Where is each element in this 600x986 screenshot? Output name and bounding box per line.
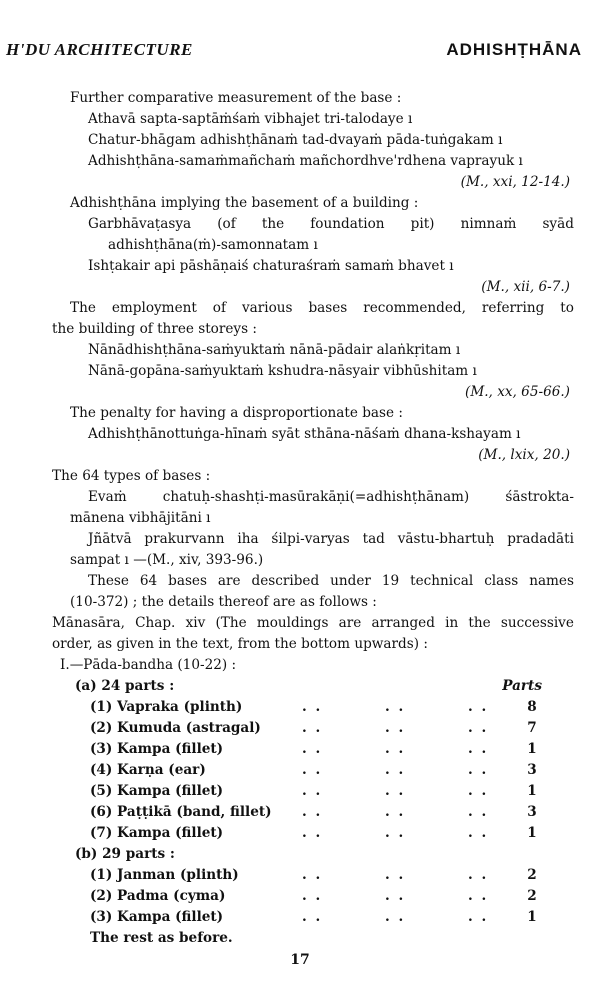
running-header-right: ADHISHṬHĀNA [446, 40, 582, 59]
text-line: Adhishṭhānottuṅga-hīnaṁ syāt sthāna-nāśaṁ dhana-kshayam ı [88, 426, 521, 442]
text-line: the building of three storeys : [52, 321, 257, 337]
word: nimnaṁ [460, 216, 517, 232]
word: bases [308, 300, 348, 316]
list-item [0, 781, 600, 802]
text-line: mānena vibhājitāni ı [70, 510, 211, 526]
text-line: The 64 types of bases : [52, 468, 211, 484]
leader-dots: . . [468, 699, 489, 715]
word: pit) [410, 216, 435, 232]
parts-value: 7 [527, 720, 537, 736]
parts-value: 1 [527, 783, 537, 799]
text-line: adhishṭhāna(ṁ)-samonnatam ı [108, 237, 318, 253]
text-line: sampat ı —(M., xiv, 393-96.) [70, 552, 264, 568]
parts-value: 2 [527, 867, 537, 883]
leader-dots: . . [385, 867, 406, 883]
class-label: I.—Pāda-bandha (10-22) : [60, 657, 237, 673]
word: Chap. [135, 615, 176, 631]
word: (of [217, 216, 236, 232]
word: (The [215, 615, 247, 631]
leader-dots: . . [385, 825, 406, 841]
list-item [0, 886, 600, 907]
group-heading [0, 844, 600, 865]
text-line: Chatur-bhāgam adhishṭhānaṁ tad-dvayaṁ pāda-tuṅgakam ı [88, 132, 503, 148]
group-label: (b) 29 parts : [75, 846, 175, 862]
leader-dots: . . [302, 699, 323, 715]
leader-dots: . . [385, 762, 406, 778]
word: various [241, 300, 293, 316]
text-line: Nānādhishṭhāna-saṁyuktaṁ nānā-pādair alaṅkṛitam ı [88, 342, 461, 358]
text-line: Nānā-gopāna-saṁyuktaṁ kshudra-nāsyair vibhūshitam ı [88, 363, 477, 379]
word: prakurvann [144, 531, 225, 547]
citation-reference: (M., xxi, 12-14.) [460, 174, 570, 190]
leader-dots: . . [468, 888, 489, 904]
text-line: (10-372) ; the details thereof are as follows : [70, 594, 377, 610]
word: 64 [139, 573, 158, 589]
page-number: 17 [290, 952, 310, 968]
leader-dots: . . [302, 888, 323, 904]
moulding-name: (2) Padma (cyma) [90, 888, 226, 904]
text-line: Adhishṭhāna-samaṁmañchaṁ mañchordhve'rdhena vaprayuk ı [88, 153, 523, 169]
parts-value: 3 [527, 762, 537, 778]
word: class [484, 573, 519, 589]
parts-value: 1 [527, 741, 537, 757]
leader-dots: . . [302, 909, 323, 925]
word: Evaṁ [88, 489, 127, 505]
leader-dots: . . [302, 804, 323, 820]
list-item [0, 907, 600, 928]
word: syād [542, 216, 574, 232]
word: technical [410, 573, 474, 589]
list-item [0, 718, 600, 739]
word: pradadāti [507, 531, 574, 547]
word: employment [111, 300, 197, 316]
word: iha [237, 531, 259, 547]
parts-value: 1 [527, 909, 537, 925]
word: śilpi-varyas [271, 531, 350, 547]
word: The [70, 300, 96, 316]
list-item [0, 697, 600, 718]
leader-dots: . . [385, 888, 406, 904]
leader-dots: . . [468, 762, 489, 778]
moulding-name: (7) Kampa (fillet) [90, 825, 224, 841]
list-item [0, 760, 600, 781]
moulding-name: (3) Kampa (fillet) [90, 741, 224, 757]
list-item [0, 823, 600, 844]
moulding-name: (2) Kumuda (astragal) [90, 720, 261, 736]
leader-dots: . . [385, 741, 406, 757]
citation-reference: (M., xii, 6-7.) [481, 279, 570, 295]
word: of [212, 300, 227, 316]
parts-value: 8 [527, 699, 537, 715]
text-line [0, 571, 600, 592]
moulding-name: (6) Paṭṭikā (band, fillet) [90, 804, 272, 820]
leader-dots: . . [385, 699, 406, 715]
moulding-name: (5) Kampa (fillet) [90, 783, 224, 799]
word: referring [481, 300, 545, 316]
word: Jñātvā [88, 531, 132, 547]
text-line: order, as given in the text, from the bottom upwards) : [52, 636, 428, 652]
list-footer [0, 928, 600, 949]
text-line [0, 529, 600, 550]
word: mouldings [256, 615, 329, 631]
text-line [0, 613, 600, 634]
citation-reference: (M., lxix, 20.) [478, 447, 570, 463]
leader-dots: . . [468, 720, 489, 736]
word: xiv [185, 615, 206, 631]
word: śāstrokta- [505, 489, 574, 505]
word: Mānasāra, [52, 615, 125, 631]
leader-dots: . . [302, 867, 323, 883]
text-line: Adhishṭhāna implying the basement of a building : [70, 195, 419, 211]
leader-dots: . . [468, 741, 489, 757]
class-heading [0, 655, 600, 676]
word: in [445, 615, 459, 631]
page-body [0, 88, 600, 949]
rest-as-before: The rest as before. [90, 930, 233, 946]
word: bases [168, 573, 207, 589]
leader-dots: . . [468, 867, 489, 883]
parts-value: 2 [527, 888, 537, 904]
leader-dots: . . [385, 783, 406, 799]
word: vāstu-bhartuḥ [397, 531, 495, 547]
text-line [0, 298, 600, 319]
word: These [88, 573, 129, 589]
word: arranged [371, 615, 435, 631]
text-line: Further comparative measurement of the base : [70, 90, 402, 106]
leader-dots: . . [302, 741, 323, 757]
leader-dots: . . [468, 804, 489, 820]
word: the [468, 615, 491, 631]
parts-list [0, 655, 600, 949]
word: are [217, 573, 241, 589]
text-line [0, 214, 600, 235]
word: under [330, 573, 371, 589]
text-line: Athavā sapta-saptāṁśaṁ vibhajet tri-talodaye ı [88, 111, 413, 127]
leader-dots: . . [468, 825, 489, 841]
leader-dots: . . [302, 783, 323, 799]
list-item [0, 802, 600, 823]
leader-dots: . . [302, 825, 323, 841]
parts-value: 1 [527, 825, 537, 841]
leader-dots: . . [385, 720, 406, 736]
leader-dots: . . [385, 804, 406, 820]
list-item [0, 739, 600, 760]
leader-dots: . . [302, 720, 323, 736]
word: 19 [381, 573, 400, 589]
word: the [261, 216, 285, 232]
group-label: (a) 24 parts : [75, 678, 175, 694]
text-line: Ishṭakair api pāshāṇaiś chaturaśraṁ samaṁ bhavet ı [88, 258, 454, 274]
text-line [0, 487, 600, 508]
moulding-name: (1) Vapraka (plinth) [90, 699, 243, 715]
parts-column-header: Parts [502, 678, 542, 694]
parts-value: 3 [527, 804, 537, 820]
word: to [560, 300, 574, 316]
leader-dots: . . [385, 909, 406, 925]
running-header-left: H'DU ARCHITECTURE [6, 40, 193, 59]
text-lines [0, 88, 600, 655]
word: Garbhāvaṭasya [88, 216, 192, 232]
leader-dots: . . [468, 783, 489, 799]
word: successive [500, 615, 574, 631]
moulding-name: (3) Kampa (fillet) [90, 909, 224, 925]
moulding-name: (1) Janman (plinth) [90, 867, 239, 883]
leader-dots: . . [302, 762, 323, 778]
moulding-name: (4) Karṇa (ear) [90, 762, 206, 778]
word: tad [362, 531, 385, 547]
group-heading [0, 676, 600, 697]
leader-dots: . . [468, 909, 489, 925]
word: are [338, 615, 362, 631]
list-item [0, 865, 600, 886]
word: foundation [310, 216, 385, 232]
citation-reference: (M., xx, 65-66.) [465, 384, 570, 400]
text-line: The penalty for having a disproportionate base : [70, 405, 403, 421]
word: recommended, [363, 300, 466, 316]
word: chatuḥ-shashṭi-masūrakāṇi(=adhishṭhānam) [162, 489, 470, 505]
word: described [251, 573, 320, 589]
word: names [529, 573, 574, 589]
